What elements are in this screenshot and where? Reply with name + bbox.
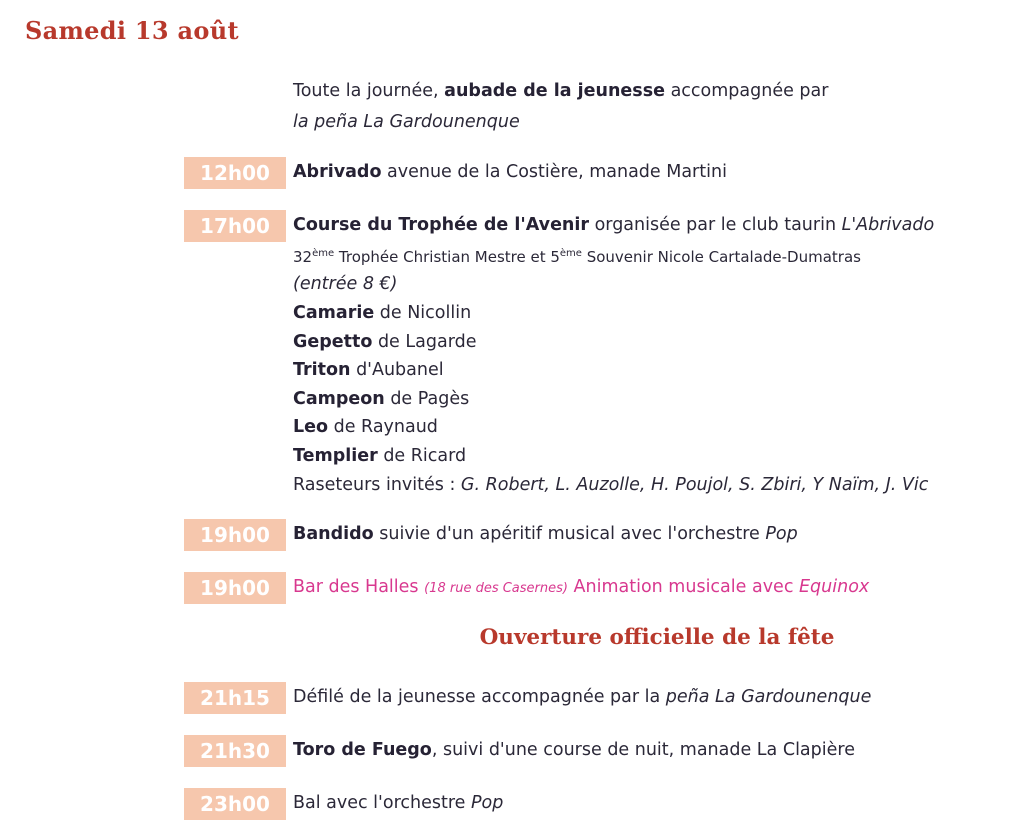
event-title: Course du Trophée de l'Avenir <box>293 215 590 235</box>
bull-item <box>293 385 469 414</box>
time-badge-2130: 21h30 <box>184 735 286 767</box>
time-badge-1900-bar: 19h00 <box>184 572 286 604</box>
bull-item <box>293 299 471 328</box>
event-bar-des-halles <box>293 573 869 603</box>
ordinal-suffix: ème <box>312 248 335 259</box>
intro-bold: aubade de la jeunesse <box>444 81 665 101</box>
intro-text-after: accompagnée par <box>665 81 829 101</box>
event-italic: Pop <box>765 524 798 544</box>
ordinal-number: 32 <box>293 248 313 266</box>
raseteurs-names: G. Robert, L. Auzolle, H. Poujol, S. Zbiri, Y Naïm, J. Vic <box>460 475 929 495</box>
trophy-text: Souvenir Nicole Cartalade-Dumatras <box>581 248 861 266</box>
bull-owner: de Ricard <box>377 446 467 466</box>
event-text: suivie d'un apéritif musical avec l'orchestre <box>373 524 766 544</box>
event-course <box>293 211 934 240</box>
event-address-note: (18 rue des Casernes) <box>424 581 568 596</box>
bull-item <box>293 328 476 357</box>
event-text: Animation musicale avec <box>567 577 799 597</box>
bull-name: Leo <box>293 417 329 437</box>
event-text: Bal avec l'orchestre <box>293 793 471 813</box>
time-badge-2115: 21h15 <box>184 682 286 714</box>
intro-italic: la peña La Gardounenque <box>293 112 520 132</box>
event-toro-de-fuego <box>293 736 855 765</box>
event-italic: L'Abrivado <box>841 215 935 235</box>
time-badge-2300: 23h00 <box>184 788 286 820</box>
raseteurs-label: Raseteurs invités : <box>293 475 461 495</box>
event-italic: peña La Gardounenque <box>665 687 872 707</box>
event-abrivado <box>293 158 727 187</box>
event-italic: Pop <box>470 793 504 813</box>
intro-italic-line <box>293 108 520 137</box>
event-bandido <box>293 520 798 549</box>
event-italic: Equinox <box>799 577 870 597</box>
bull-owner: de Pagès <box>384 389 470 409</box>
day-title: Samedi 13 août <box>25 16 239 45</box>
event-text: , suivi d'une course de nuit, manade La Clapière <box>431 740 855 760</box>
bull-item <box>293 413 438 442</box>
bull-item <box>293 442 466 471</box>
time-badge-1700: 17h00 <box>184 210 286 242</box>
event-place: Bar des Halles <box>293 577 425 597</box>
event-title: Bandido <box>293 524 374 544</box>
intro-text: Toute la journée, <box>293 81 445 101</box>
event-text: Défilé de la jeunesse accompagnée par la <box>293 687 666 707</box>
bull-owner: de Lagarde <box>372 332 477 352</box>
bull-name: Triton <box>293 360 351 380</box>
bull-name: Camarie <box>293 303 375 323</box>
intro-line <box>293 77 828 106</box>
bull-item <box>293 356 444 385</box>
entry-price-text: (entrée 8 €) <box>293 274 398 294</box>
bull-owner: de Raynaud <box>328 417 438 437</box>
bull-name: Gepetto <box>293 332 373 352</box>
event-defile <box>293 683 871 712</box>
trophy-text: Trophée Christian Mestre et <box>334 248 551 266</box>
event-text: avenue de la Costière, manade Martini <box>381 162 727 182</box>
section-title: Ouverture officielle de la fête <box>479 625 835 650</box>
ordinal-suffix: ème <box>559 248 582 259</box>
event-title: Abrivado <box>293 162 382 182</box>
entry-price <box>293 270 398 299</box>
time-badge-1900: 19h00 <box>184 519 286 551</box>
raseteurs-line <box>293 471 928 500</box>
bull-owner: d'Aubanel <box>350 360 444 380</box>
ordinal-number: 5 <box>550 248 560 266</box>
bull-owner: de Nicollin <box>374 303 472 323</box>
event-bal <box>293 789 503 818</box>
time-badge-1200: 12h00 <box>184 157 286 189</box>
event-text: organisée par le club taurin <box>589 215 842 235</box>
trophy-line <box>293 243 861 272</box>
event-title: Toro de Fuego <box>293 740 432 760</box>
bull-name: Campeon <box>293 389 385 409</box>
bull-name: Templier <box>293 446 378 466</box>
